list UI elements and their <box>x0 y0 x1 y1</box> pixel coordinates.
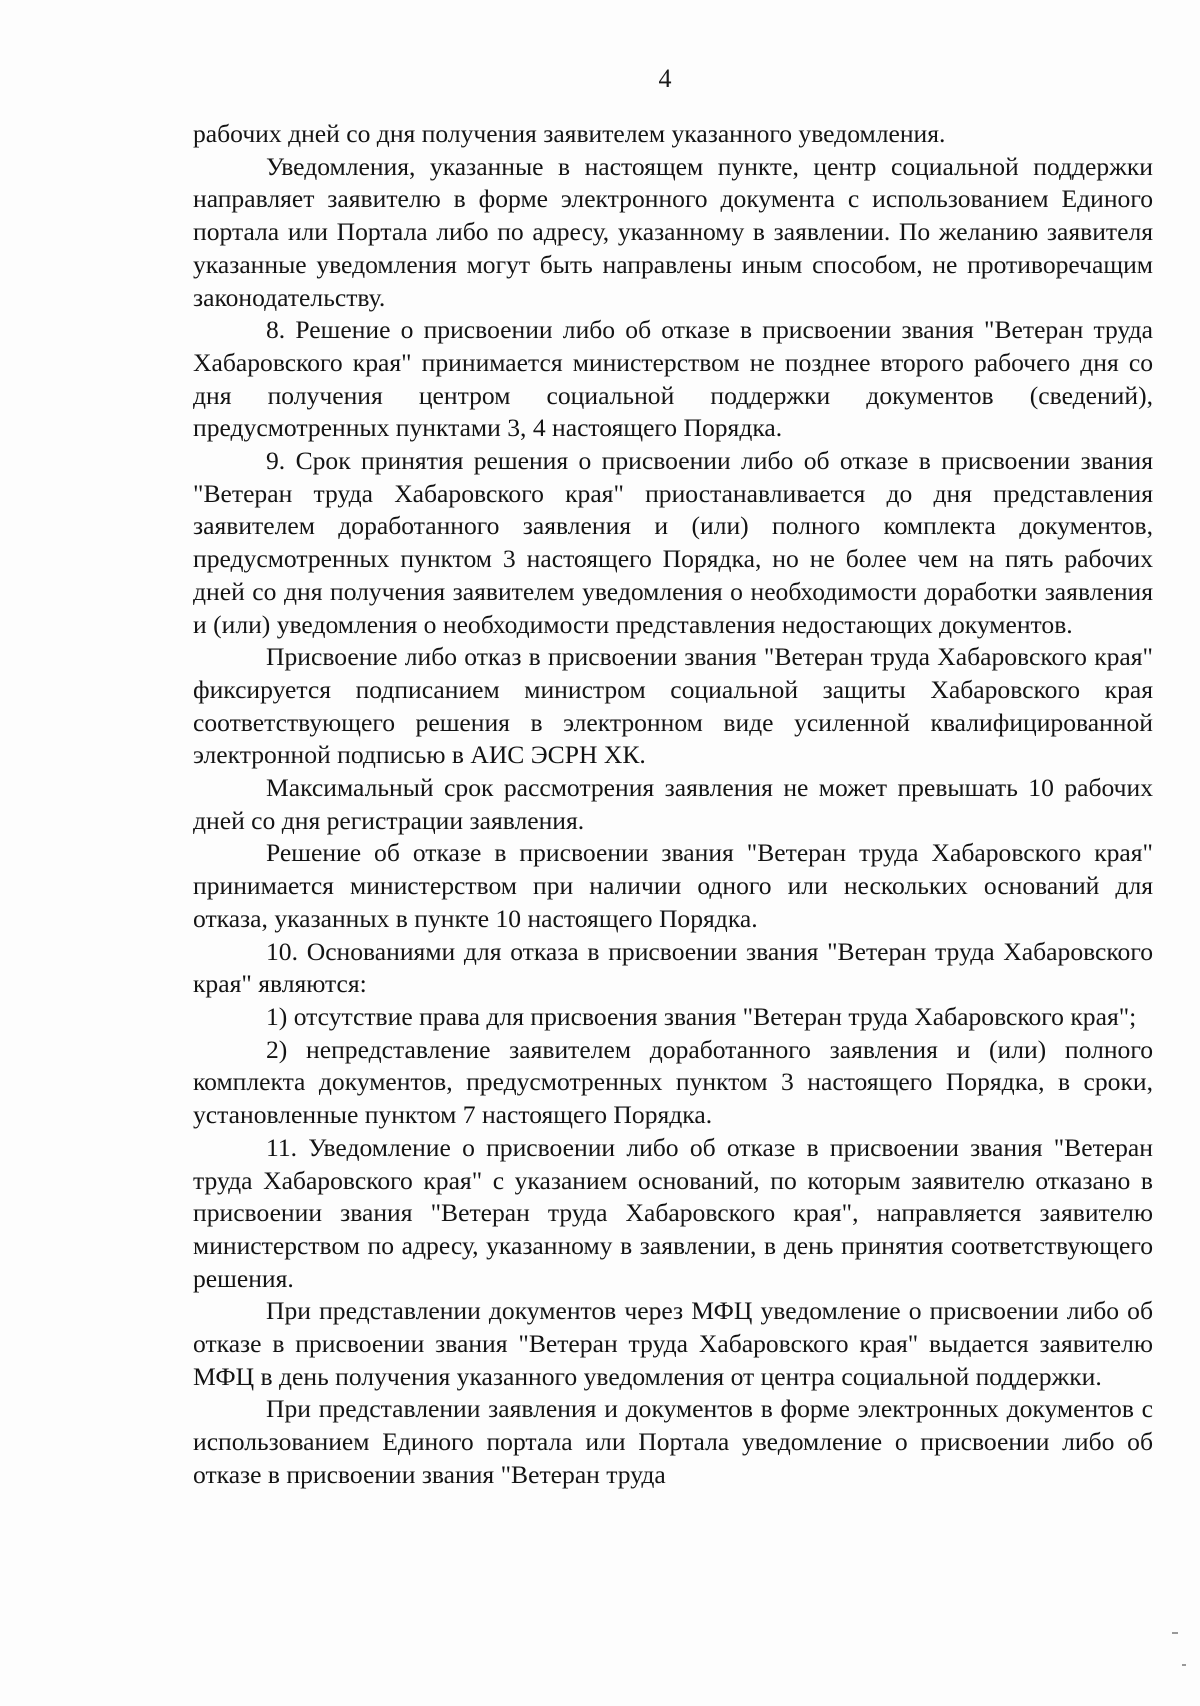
paragraph-item-10-2: 2) непредставление заявителем доработанного заявления и (или) полного комплекта документов, предусмотренных пунктом 3 настоящего Порядка, в сроки, установленные пунктом 7 настоящего Порядка. <box>193 1034 1153 1130</box>
paragraph-continuation: рабочих дней со дня получения заявителем указанного уведомления. <box>193 119 946 148</box>
paragraph-item-9: 9. Срок принятия решения о присвоении либо об отказе в присвоении звания "Ветеран труда Хабаровского края" приостанавливается до дня представления заявителем доработанного заявления и (или) полного комплекта документов, предусмотренных пунктом 3 настоящего Порядка, но не более чем на пять рабочих дней со дня получения заявителем уведомления о необходимости доработки заявления и (или) уведомления о необходимости представления недостающих документов. <box>193 446 1153 639</box>
paragraph-item-10: 10. Основаниями для отказа в присвоении звания "Ветеран труда Хабаровского края" являются: <box>193 936 1153 999</box>
paragraph-electronic: При представлении заявления и документов в форме электронных документов с использованием Единого портала или Портала уведомление о присвоении либо об отказе в присвоении звания "Ветеран труда <box>193 1394 1153 1489</box>
paragraph-mfc: При представлении документов через МФЦ уведомление о присвоении либо об отказе в присвоении звания "Ветеран труда Хабаровского края" выдается заявителю МФЦ в день получения указанного уведомления от центра социальной поддержки. <box>193 1296 1153 1391</box>
paragraph-max-term: Максимальный срок рассмотрения заявления не может превышать 10 рабочих дней со дня регистрации заявления. <box>193 773 1153 835</box>
paragraph-notifications: Уведомления, указанные в настоящем пункте, центр социальной поддержки направляет заявителю в форме электронного документа с использованием Единого портала или Портала либо по адресу, указанному в заявлении. По желанию заявителя указанные уведомления могут быть направлены иным способом, не противоречащим законодательству. <box>193 151 1153 312</box>
paragraph-refusal-decision: Решение об отказе в присвоении звания "Ветеран труда Хабаровского края" принимается министерством при наличии одного или нескольких оснований для отказа, указанных в пункте 10 настоящего Порядка. <box>193 838 1153 933</box>
paragraph-assignment: Присвоение либо отказ в присвоении звания "Ветеран труда Хабаровского края" фиксируется подписанием министром социальной защиты Хабаровского края соответствующего решения в электронном виде усиленной квалифицированной электронной подписью в АИС ЭСРН ХК. <box>193 642 1153 770</box>
paragraph-item-10-1: 1) отсутствие права для присвоения звания "Ветеран труда Хабаровского края"; <box>266 1001 1137 1031</box>
paragraph-item-11: 11. Уведомление о присвоении либо об отказе в присвоении звания "Ветеран труда Хабаровского края" с указанием оснований, по которым заявителю отказано в присвоении звания "Ветеран труда Хабаровского края", направляется заявителю министерством по адресу, указанному в заявлении, в день принятия соответствующего решения. <box>193 1132 1153 1293</box>
page-number: 4 <box>658 64 672 93</box>
paragraph-item-8: 8. Решение о присвоении либо об отказе в присвоении звания "Ветеран труда Хабаровского края" принимается министерством не позднее второго рабочего дня со дня получения центром социальной поддержки документов (сведений), предусмотренных пунктами 3, 4 настоящего Порядка. <box>193 315 1153 443</box>
scan-speck <box>1172 1632 1178 1634</box>
document-body <box>193 118 1153 1492</box>
scan-speck <box>1182 1664 1186 1666</box>
